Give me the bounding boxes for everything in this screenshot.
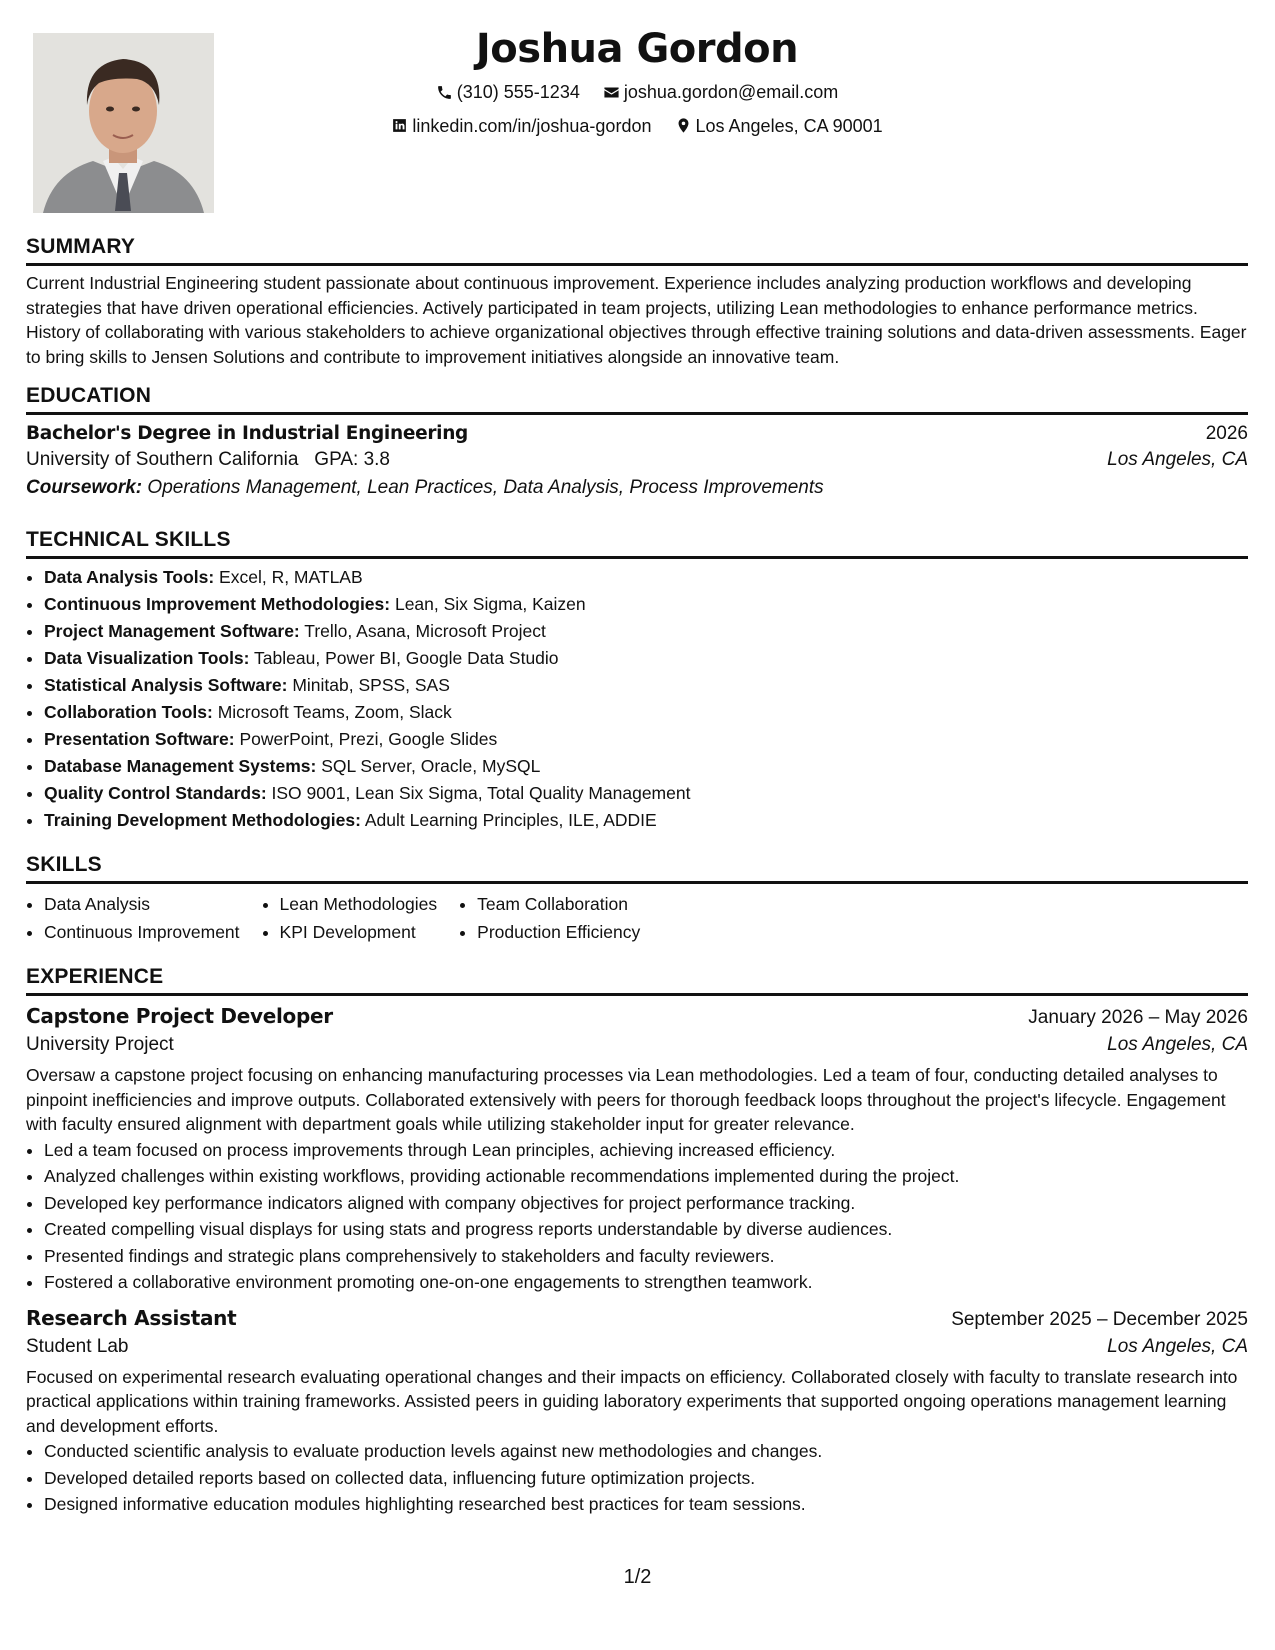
skill-values: Tableau, Power BI, Google Data Studio (249, 648, 559, 668)
list-item: • KPI Development (280, 918, 438, 946)
map-pin-icon (675, 117, 692, 134)
list-item: • Analyzed challenges within existing workflows, providing actionable recommendations implemented during the project. (44, 1163, 1248, 1190)
summary-section (26, 234, 1248, 369)
section-divider (26, 881, 1248, 884)
candidate-name: Joshua Gordon (475, 26, 799, 72)
skill-values: Lean, Six Sigma, Kaizen (390, 594, 586, 614)
job-dates: September 2025 – December 2025 (951, 1308, 1248, 1330)
job-description: Oversaw a capstone project focusing on enhancing manufacturing processes via Lean methodologies. Led a team of four, conducting detailed analyses to pinpoint inefficiencies and improve outputs. Collaborated extensively with peers for thorough feedback loops throughout the project's lifecycle. Engagement with faculty ensured alignment with department goals while utilizing stakeholder input for greater relevance. (26, 1065, 1226, 1134)
job-location: Los Angeles, CA (1107, 1034, 1248, 1055)
skill-values: Minitab, SPSS, SAS (287, 675, 450, 695)
skill-values: Trello, Asana, Microsoft Project (299, 621, 546, 641)
list-item (44, 672, 1248, 699)
skills-column-2 (262, 890, 438, 946)
list-item: • Continuous Improvement (44, 918, 240, 946)
skill-values: SQL Server, Oracle, MySQL (316, 756, 541, 776)
phone-contact (436, 80, 580, 104)
job-bullets (26, 1438, 1248, 1518)
section-divider (26, 263, 1248, 266)
resume-page (26, 0, 1248, 1650)
list-item: • Team Collaboration (477, 890, 640, 918)
list-item (44, 807, 1248, 834)
email-contact[interactable] (603, 80, 838, 104)
skill-category: Statistical Analysis Software: (44, 675, 288, 695)
job-organization: Student Lab (26, 1335, 129, 1357)
contact-line-2 (26, 114, 1248, 141)
technical-skills-heading: TECHNICAL SKILLS (26, 528, 231, 551)
list-item: • Fostered a collaborative environment promoting one-on-one engagements to strengthen teamwork. (44, 1269, 1248, 1296)
technical-skills-section (26, 527, 1248, 834)
envelope-icon (603, 84, 620, 101)
location-contact (675, 114, 883, 138)
phone-icon (436, 84, 453, 101)
skill-category: Quality Control Standards: (44, 783, 267, 803)
list-item: • Data Analysis (44, 890, 240, 918)
list-item: • Developed detailed reports based on collected data, influencing future optimization projects. (44, 1465, 1248, 1492)
list-item (44, 564, 1248, 591)
skill-category: Training Development Methodologies: (44, 810, 361, 830)
coursework-label: Coursework: (26, 477, 143, 498)
list-item: • Lean Methodologies (280, 890, 438, 918)
skill-values: Microsoft Teams, Zoom, Slack (212, 702, 452, 722)
school-row (26, 449, 1248, 471)
graduation-year: 2026 (1205, 423, 1248, 444)
skill-category: Project Management Software: (44, 621, 300, 641)
list-item: • Led a team focused on process improvements through Lean principles, achieving increased efficiency. (44, 1137, 1248, 1164)
section-divider (26, 412, 1248, 415)
job-title-row (26, 1004, 1248, 1029)
location-text: Los Angeles, CA 90001 (695, 115, 883, 136)
skill-category: Data Visualization Tools: (44, 648, 250, 668)
skill-values: ISO 9001, Lean Six Sigma, Total Quality Management (266, 783, 691, 803)
skill-category: Database Management Systems: (44, 756, 317, 776)
linkedin-contact[interactable] (391, 114, 651, 138)
degree-title: Bachelor's Degree in Industrial Engineering (26, 423, 469, 444)
skill-values: Excel, R, MATLAB (214, 567, 363, 587)
page-number: 1/2 (623, 1566, 652, 1588)
list-item (44, 618, 1248, 645)
list-item (44, 699, 1248, 726)
job-entry (26, 1004, 1248, 1296)
job-org-row (26, 1034, 1248, 1056)
list-item (44, 753, 1248, 780)
education-heading: EDUCATION (26, 384, 152, 407)
skills-section (26, 852, 1248, 946)
degree-row (26, 423, 1248, 445)
skill-values: Adult Learning Principles, ILE, ADDIE (360, 810, 657, 830)
school-name: University of Southern California GPA: 3.8 (26, 449, 390, 470)
skills-heading: SKILLS (26, 853, 102, 876)
skills-grid (26, 890, 1248, 946)
list-item: • Designed informative education modules highlighting researched best practices for team sessions. (44, 1491, 1248, 1518)
summary-heading: SUMMARY (26, 235, 136, 258)
linkedin-text[interactable]: linkedin.com/in/joshua-gordon (412, 115, 652, 136)
job-organization: University Project (26, 1034, 174, 1055)
summary-text: Current Industrial Engineering student passionate about continuous improvement. Experience includes analyzing production workflows and developing strategies that have driven operational efficiencies. Actively participated in team projects, utilizing Lean methodologies to enhance performance metrics. History of collaborating with various stakeholders to achieve organizational objectives through effective training solutions and data-driven assessments. Eager to bring skills to Jensen Solutions and contribute to improvement initiatives alongside an innovative team. (26, 273, 1247, 367)
skill-values: PowerPoint, Prezi, Google Slides (234, 729, 498, 749)
job-bullets (26, 1137, 1248, 1296)
linkedin-icon (391, 117, 408, 134)
skill-category: Data Analysis Tools: (44, 567, 215, 587)
skill-category: Collaboration Tools: (44, 702, 213, 722)
list-item (44, 780, 1248, 807)
list-item (44, 645, 1248, 672)
job-description: Focused on experimental research evaluating operational changes and their impacts on efficiency. Collaborated closely with faculty to translate research into practical applications within training frameworks. Assisted peers in guiding laboratory experiments that supported ongoing operations management learning and development efforts. (26, 1366, 1238, 1436)
skill-category: Continuous Improvement Methodologies: (44, 594, 391, 614)
job-title-row (26, 1306, 1248, 1331)
skills-column-3 (459, 890, 640, 946)
phone-text: (310) 555-1234 (456, 82, 580, 102)
experience-heading: EXPERIENCE (26, 965, 164, 988)
job-org-row (26, 1336, 1248, 1358)
list-item: • Presented findings and strategic plans comprehensively to stakeholders and faculty reviewers. (44, 1243, 1248, 1270)
technical-skills-list (26, 564, 1248, 834)
resume-header (26, 22, 1248, 140)
list-item: • Conducted scientific analysis to evaluate production levels against new methodologies and changes. (44, 1438, 1248, 1465)
job-entry (26, 1306, 1248, 1518)
section-divider (26, 556, 1248, 559)
job-title: Research Assistant (26, 1305, 237, 1330)
list-item (44, 591, 1248, 618)
job-location: Los Angeles, CA (1107, 1335, 1248, 1357)
skill-category: Presentation Software: (44, 729, 235, 749)
education-section (26, 383, 1248, 499)
coursework (26, 477, 1248, 499)
section-divider (26, 993, 1248, 996)
job-dates: January 2026 – May 2026 (1028, 1007, 1248, 1028)
list-item: • Created compelling visual displays for using stats and progress reports understandable by diverse audiences. (44, 1216, 1248, 1243)
email-text[interactable]: joshua.gordon@email.com (623, 82, 839, 102)
list-item: • Developed key performance indicators aligned with company objectives for project performance tracking. (44, 1190, 1248, 1217)
list-item (44, 726, 1248, 753)
experience-section (26, 964, 1248, 1518)
school-location: Los Angeles, CA (1107, 449, 1248, 470)
job-title: Capstone Project Developer (26, 1004, 333, 1028)
skills-column-1 (26, 890, 240, 946)
coursework-list: Operations Management, Lean Practices, Data Analysis, Process Improvements (142, 477, 824, 498)
contact-line-1 (26, 80, 1248, 107)
list-item: • Production Efficiency (477, 918, 640, 946)
